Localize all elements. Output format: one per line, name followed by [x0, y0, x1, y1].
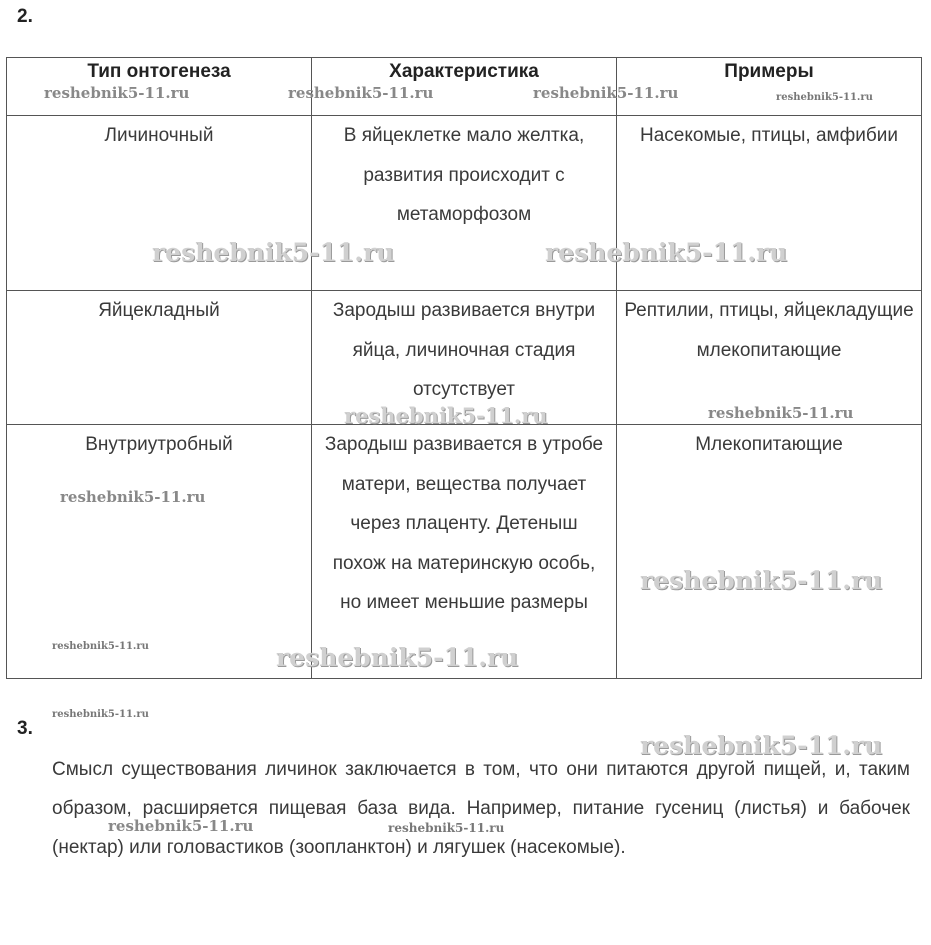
cell-examples: Насекомые, птицы, амфибии: [617, 116, 922, 291]
watermark: reshebnik5-11.ru: [344, 403, 548, 428]
header-examples: Примеры: [617, 58, 922, 116]
watermark: reshebnik5-11.ru: [288, 84, 434, 102]
cell-characteristic: Зародыш развивается в утробе матери, вещества получает через плаценту. Детеныш похож на материнскую особь, но имеет меньшие размеры: [312, 425, 617, 679]
watermark: reshebnik5-11.ru: [708, 404, 854, 422]
cell-characteristic: В яйцеклетке мало желтка, развития происходит с метаморфозом: [312, 116, 617, 291]
cell-type: Яйцекладный: [7, 291, 312, 425]
watermark: reshebnik5-11.ru: [152, 238, 395, 267]
watermark: reshebnik5-11.ru: [44, 84, 190, 102]
task-3-answer-text: Смысл существования личинок заключается в том, что они питаются другой пищей, и, таким образом, расширяется пищевая база вида. Например, питание гусениц (листья) и бабочек (нектар) или головастиков (зоопланктон) и лягушек (насекомые).: [52, 759, 910, 858]
cell-type: Внутриутробный: [7, 425, 312, 679]
watermark: reshebnik5-11.ru: [640, 731, 883, 760]
watermark: reshebnik5-11.ru: [276, 643, 519, 672]
cell-examples: Рептилии, птицы, яйцекладущие млекопитающие: [617, 291, 922, 425]
cell-characteristic: Зародыш развивается внутри яйца, личиночная стадия отсутствует: [312, 291, 617, 425]
task-2-number: 2.: [17, 6, 33, 27]
task-3-number: 3.: [17, 718, 33, 739]
watermark: reshebnik5-11.ru: [388, 821, 505, 835]
cell-type: Личиночный: [7, 116, 312, 291]
watermark: reshebnik5-11.ru: [108, 817, 254, 835]
watermark: reshebnik5-11.ru: [776, 92, 873, 103]
watermark: reshebnik5-11.ru: [52, 709, 149, 720]
watermark: reshebnik5-11.ru: [545, 238, 788, 267]
header-characteristic: Характеристика: [312, 58, 617, 116]
watermark: reshebnik5-11.ru: [52, 641, 149, 652]
watermark: reshebnik5-11.ru: [640, 566, 883, 595]
cell-examples: Млекопитающие: [617, 425, 922, 679]
watermark: reshebnik5-11.ru: [60, 488, 206, 506]
header-type: Тип онтогенеза: [7, 58, 312, 116]
watermark: reshebnik5-11.ru: [533, 84, 679, 102]
